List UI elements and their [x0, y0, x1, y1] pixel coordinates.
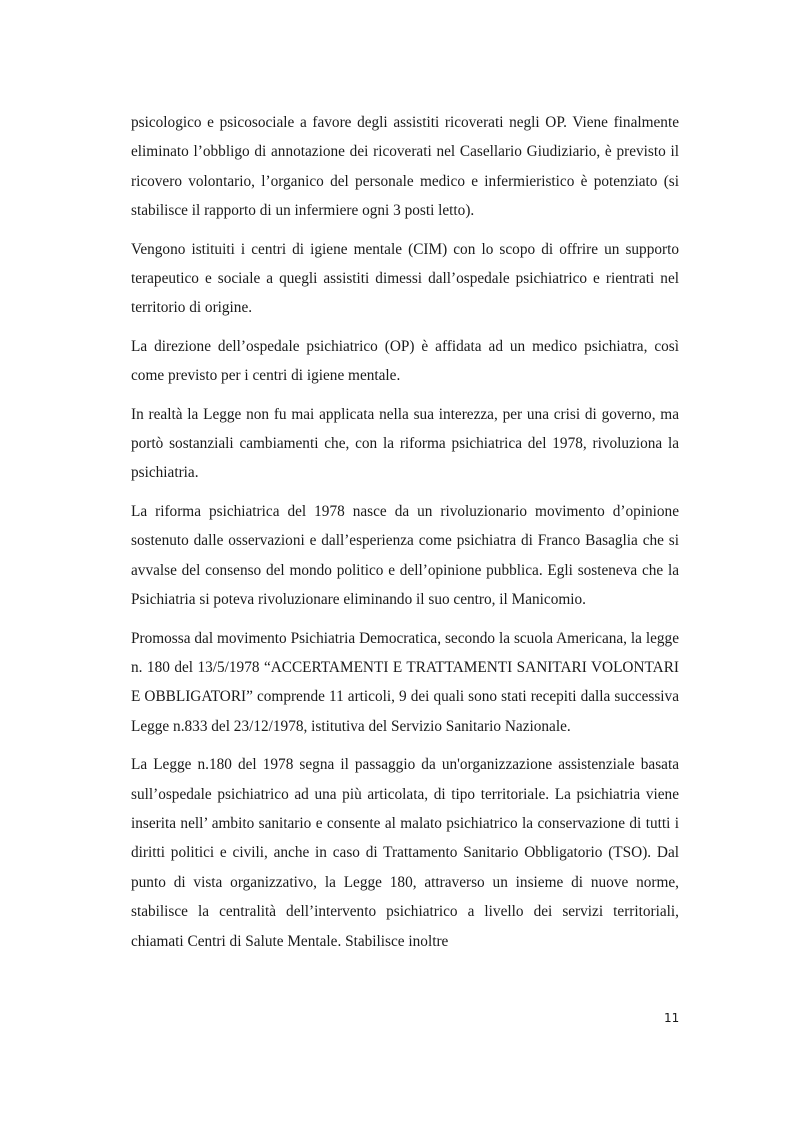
paragraph-reform-1978: La riforma psichiatrica del 1978 nasce da un rivoluzionario movimento d’opinione sostenuto dalle osservazioni e dall’esperienza come psichiatra di Franco Basaglia che si avvalse del consenso del mondo politico e dell’opinione pubblica. Egli sosteneva che la Psichiatria si poteva rivoluzionare eliminando il suo centro, il Manicomio.	[131, 502, 679, 609]
paragraph-law-application: In realtà la Legge non fu mai applicata nella sua interezza, per una crisi di governo, ma portò sostanziali cambiamenti che, con la riforma psichiatrica del 1978, rivoluziona la psichiatria.	[131, 405, 679, 482]
page-number: 11	[664, 1011, 680, 1025]
paragraph-territorial-services: La Legge n.180 del 1978 segna il passaggio da un'organizzazione assistenziale basata sull’ospedale psichiatrico ad una più articolata, di tipo territoriale. La psichiatria viene inserita nell’ ambito sanitario e consente al malato psichiatrico la conservazione di tutti i diritti politici e civili, anche in caso di Trattamento Sanitario Obbligatorio (TSO). Dal punto di vista organizzativo, la Legge 180, attraverso un insieme di nuove norme, stabilisce la centralità dell’intervento psichiatrico a livello dei servizi territoriali, chiamati Centri di Salute Mentale. Stabilisce inoltre	[131, 756, 679, 950]
paragraph-op-assistance: psicologico e psicosociale a favore degli assistiti ricoverati negli OP. Viene finalmente eliminato l’obbligo di annotazione dei ricoverati nel Casellario Giudiziario, è previsto il ricovero volontario, l’organico del personale medico e infermieristico è potenziato (si stabilisce il rapporto di un infermiere ogni 3 posti letto).	[131, 114, 679, 220]
body-text	[131, 108, 679, 965]
paragraph-op-direction: La direzione dell’ospedale psichiatrico (OP) è affidata ad un medico psichiatra, così come previsto per i centri di igiene mentale.	[131, 337, 679, 385]
paragraph-cim: Vengono istituiti i centri di igiene mentale (CIM) con lo scopo di offrire un supporto terapeutico e sociale a quegli assistiti dimessi dall’ospedale psichiatrico e rientrati nel territorio di origine.	[131, 240, 679, 317]
paragraph-law-180: Promossa dal movimento Psichiatria Democratica, secondo la scuola Americana, la legge n. 180 del 13/5/1978 “ACCERTAMENTI E TRATTAMENTI SANITARI VOLONTARI E OBBLIGATORI” comprende 11 articoli, 9 dei quali sono stati recepiti dalla successiva Legge n.833 del 23/12/1978, istitutiva del Servizio Sanitario Nazionale.	[131, 629, 679, 735]
